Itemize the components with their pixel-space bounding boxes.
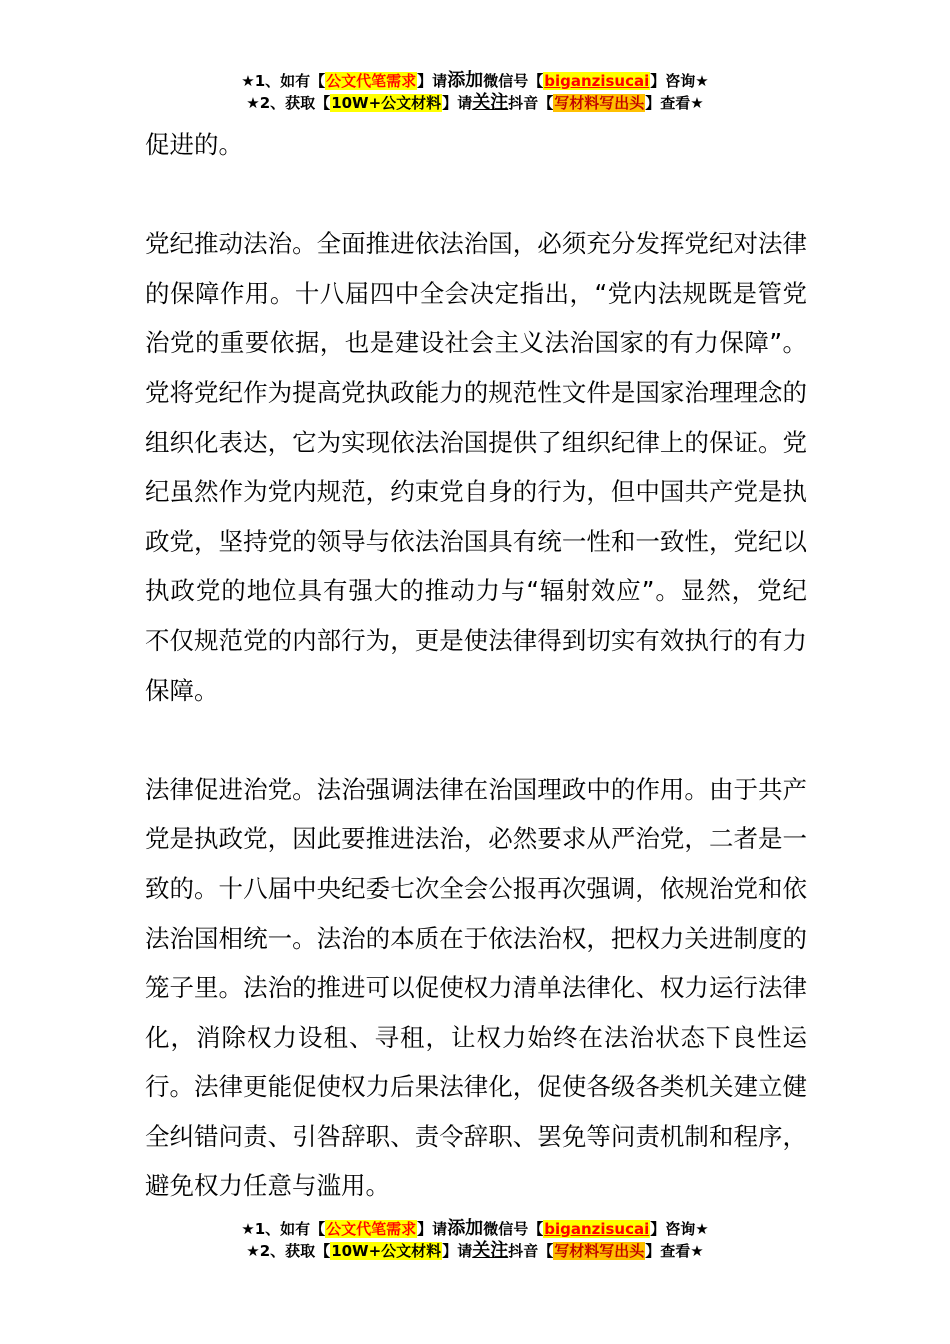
- banner-text: ★1、如有【: [241, 1220, 326, 1238]
- banner-text: ★2、获取【: [246, 1242, 331, 1260]
- banner-text: 抖音【: [508, 1242, 554, 1260]
- banner-text: 抖音【: [508, 94, 554, 112]
- highlight-service: 公文代笔需求: [326, 72, 417, 90]
- banner-text: 】咨询★: [650, 72, 709, 90]
- banner-emphasis: 关注: [472, 92, 509, 113]
- document-body: [145, 120, 807, 1211]
- paragraph-gap: [145, 715, 807, 765]
- banner-text: 】请: [442, 94, 473, 112]
- banner-emphasis: 添加: [447, 1218, 484, 1239]
- douyin-account-link[interactable]: 写材料写出头: [554, 94, 645, 112]
- paragraph-continuation: 促进的。: [145, 130, 243, 159]
- banner-text: 】请: [442, 1242, 473, 1260]
- footer-banner: [0, 1218, 950, 1262]
- douyin-account-link[interactable]: 写材料写出头: [554, 1242, 645, 1260]
- wechat-id-link[interactable]: biganzisucai: [544, 1220, 650, 1238]
- paragraph-gap: [145, 170, 807, 220]
- paragraph-party-discipline: 党纪推动法治。全面推进依法治国，必须充分发挥党纪对法律的保障作用。十八届四中全会决定指出，“党内法规既是管党治党的重要依据，也是建设社会主义法治国家的有力保障”。党将党纪作为提高党执政能力的规范性文件是国家治理理念的组织化表达，它为实现依法治国提供了组织纪律上的保证。党纪虽然作为党内规范，约束党自身的行为，但中国共产党是执政党，坚持党的领导与依法治国具有统一性和一致性，党纪以执政党的地位具有强大的推动力与“辐射效应”。显然，党纪不仅规范党的内部行为，更是使法律得到切实有效执行的有力保障。: [145, 229, 807, 705]
- banner-text: 】咨询★: [650, 1220, 709, 1238]
- banner-text: 微信号【: [483, 72, 544, 90]
- banner-line-2: [0, 1240, 950, 1262]
- banner-text: 】查看★: [645, 1242, 704, 1260]
- paragraph-law-governance: 法律促进治党。法治强调法律在治国理政中的作用。由于共产党是执政党，因此要推进法治，必然要求从严治党，二者是一致的。十八届中央纪委七次全会公报再次强调，依规治党和依法治国相统一。法治的本质在于依法治权，把权力关进制度的笼子里。法治的推进可以促使权力清单法律化、权力运行法律化，消除权力设租、寻租，让权力始终在法治状态下良性运行。法律更能促使权力后果法律化，促使各级各类机关建立健全纠错问责、引咎辞职、责令辞职、罢免等问责机制和程序，避免权力任意与滥用。: [145, 774, 807, 1201]
- banner-text: 】请: [417, 72, 448, 90]
- wechat-id-link[interactable]: biganzisucai: [544, 72, 650, 90]
- header-banner: [0, 70, 950, 114]
- banner-text: ★2、获取【: [246, 94, 331, 112]
- highlight-materials: 10W+公文材料: [331, 94, 442, 112]
- banner-line-1: [0, 1218, 950, 1240]
- banner-line-2: [0, 92, 950, 114]
- banner-text: ★1、如有【: [241, 72, 326, 90]
- banner-emphasis: 添加: [447, 70, 484, 91]
- banner-line-1: [0, 70, 950, 92]
- highlight-service: 公文代笔需求: [326, 1220, 417, 1238]
- banner-text: 】请: [417, 1220, 448, 1238]
- banner-emphasis: 关注: [472, 1240, 509, 1261]
- highlight-materials: 10W+公文材料: [331, 1242, 442, 1260]
- banner-text: 】查看★: [645, 94, 704, 112]
- banner-text: 微信号【: [483, 1220, 544, 1238]
